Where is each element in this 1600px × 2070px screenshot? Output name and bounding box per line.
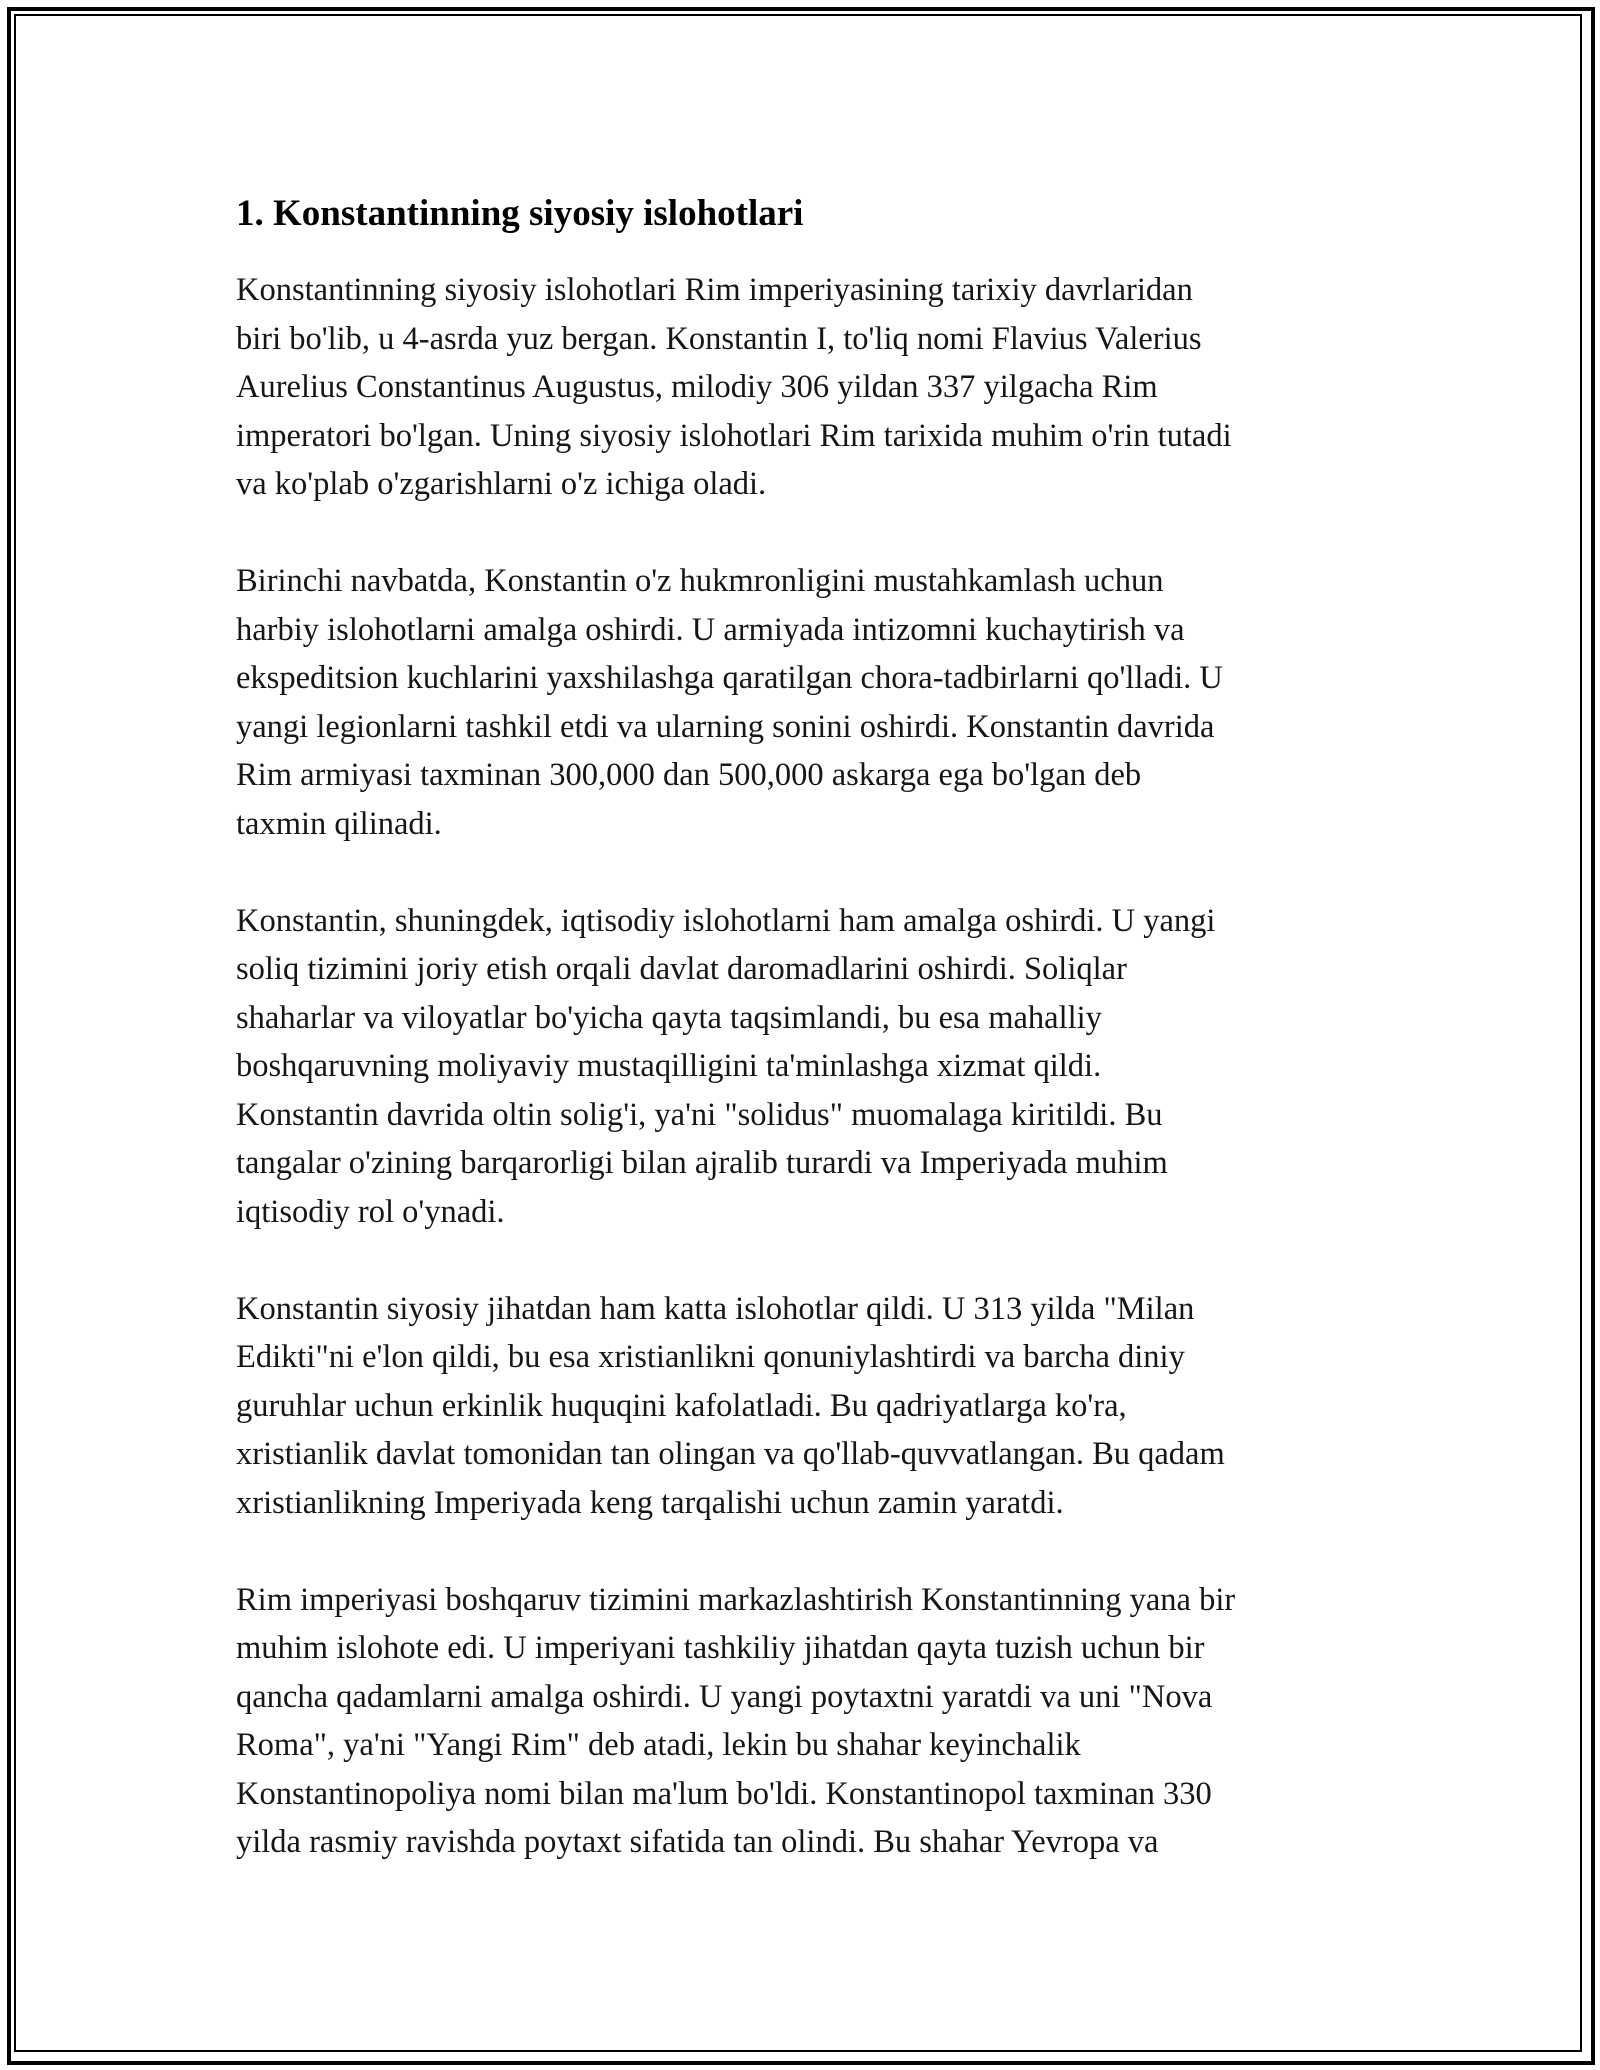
section-heading: 1. Konstantinning siyosiy islohotlari <box>236 193 804 234</box>
document-body <box>236 186 1386 1867</box>
text-line: harbiy islohotlarni amalga oshirdi. U armiyada intizomni kuchaytirish va <box>236 611 1185 648</box>
text-line: Birinchi navbatda, Konstantin o'z hukmronligini mustahkamlash uchun <box>236 563 1164 599</box>
text-line: Konstantinning siyosiy islohotlari Rim imperiyasining tarixiy davrlaridan <box>236 272 1193 308</box>
text-line: Roma", ya'ni "Yangi Rim" deb atadi, lekin bu shahar keyinchalik <box>236 1727 1081 1763</box>
text-line: va ko'plab o'zgarishlarni o'z ichiga oladi. <box>236 466 767 502</box>
text-line: yilda rasmiy ravishda poytaxt sifatida tan olindi. Bu shahar Yevropa va <box>236 1824 1159 1860</box>
paragraph-administrative-reforms <box>236 1576 1386 1867</box>
text-line: Konstantinopoliya nomi bilan ma'lum bo'ldi. Konstantinopol taxminan 330 <box>236 1775 1212 1812</box>
text-line: boshqaruvning moliyaviy mustaqilligini ta'minlashga xizmat qildi. <box>236 1048 1102 1084</box>
text-line: biri bo'lib, u 4-asrda yuz bergan. Konstantin I, to'liq nomi Flavius Valerius <box>236 320 1202 357</box>
text-line: xristianlik davlat tomonidan tan olingan va qo'llab-quvvatlangan. Bu qadam <box>236 1436 1225 1472</box>
text-line: Konstantin, shuningdek, iqtisodiy islohotlarni ham amalga oshirdi. U yangi <box>236 902 1216 939</box>
text-line: Konstantin siyosiy jihatdan ham katta islohotlar qildi. U 313 yilda "Milan <box>236 1290 1195 1327</box>
text-line: yangi legionlarni tashkil etdi va ularning sonini oshirdi. Konstantin davrida <box>236 708 1215 745</box>
text-line: tangalar o'zining barqarorligi bilan ajralib turardi va Imperiyada muhim <box>236 1145 1168 1181</box>
text-line: taxmin qilinadi. <box>236 805 442 842</box>
text-line: Rim imperiyasi boshqaruv tizimini markazlashtirish Konstantinning yana bir <box>236 1581 1236 1618</box>
text-line: ekspeditsion kuchlarini yaxshilashga qaratilgan chora-tadbirlarni qo'lladi. U <box>236 660 1223 696</box>
text-line: soliq tizimini joriy etish orqali davlat daromadlarini oshirdi. Soliqlar <box>236 951 1127 987</box>
paragraph-political-reforms <box>236 1285 1386 1528</box>
text-line: Rim armiyasi taxminan 300,000 dan 500,000 askarga ega bo'lgan deb <box>236 757 1142 793</box>
text-line: qancha qadamlarni amalga oshirdi. U yangi poytaxtni yaratdi va uni "Nova <box>236 1678 1213 1715</box>
text-line: guruhlar uchun erkinlik huquqini kafolatladi. Bu qadriyatlarga ko'ra, <box>236 1387 1127 1424</box>
paragraph-military-reforms <box>236 557 1386 848</box>
paragraph-economic-reforms <box>236 897 1386 1237</box>
paragraph-intro <box>236 266 1386 509</box>
text-line: iqtisodiy rol o'ynadi. <box>236 1193 505 1230</box>
text-line: Edikti"ni e'lon qildi, bu esa xristianlikni qonuniylashtirdi va barcha diniy <box>236 1339 1185 1375</box>
text-line: xristianlikning Imperiyada keng tarqalishi uchun zamin yaratdi. <box>236 1484 1064 1521</box>
text-line: Konstantin davrida oltin solig'i, ya'ni "solidus" muomalaga kiritildi. Bu <box>236 1096 1163 1133</box>
text-line: shaharlar va viloyatlar bo'yicha qayta taqsimlandi, bu esa mahalliy <box>236 999 1102 1036</box>
text-line: imperatori bo'lgan. Uning siyosiy islohotlari Rim tarixida muhim o'rin tutadi <box>236 417 1232 454</box>
text-line: Aurelius Constantinus Augustus, milodiy 306 yildan 337 yilgacha Rim <box>236 369 1158 405</box>
text-line: muhim islohote edi. U imperiyani tashkiliy jihatdan qayta tuzish uchun bir <box>236 1630 1205 1666</box>
